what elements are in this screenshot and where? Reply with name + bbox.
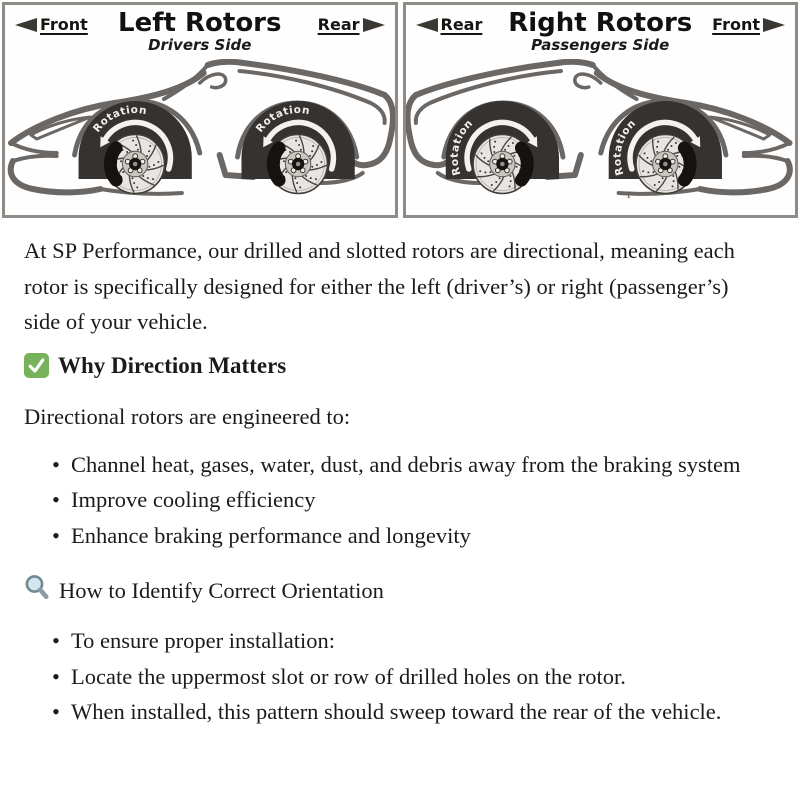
heading-text: How to Identify Correct Orientation bbox=[59, 577, 384, 603]
bullet-marker: • bbox=[52, 487, 60, 512]
left-arrow-icon bbox=[15, 18, 37, 32]
rotation-label: Rotation bbox=[253, 103, 311, 135]
right-arrow-icon bbox=[363, 18, 385, 32]
left-rotors-panel bbox=[2, 2, 398, 218]
bullet-marker: • bbox=[52, 699, 60, 724]
list-item: • When installed, this pattern should sweep toward the rear of the vehicle. bbox=[52, 694, 774, 730]
bullet-marker: • bbox=[52, 663, 60, 689]
magnifier-glyph bbox=[24, 574, 50, 601]
why-direction-matters-heading bbox=[24, 353, 774, 379]
article-body bbox=[0, 233, 800, 730]
direction-text: Front bbox=[40, 15, 88, 34]
rotor-direction-diagram bbox=[0, 0, 800, 218]
list-item: • Locate the uppermost slot or row of drilled holes on the rotor. bbox=[52, 659, 774, 695]
front-direction-label bbox=[15, 15, 88, 34]
bullet-marker: • bbox=[52, 628, 60, 653]
rear-direction-label bbox=[318, 15, 385, 34]
list-item: • Channel heat, gases, water, dust, and debris away from the braking system bbox=[52, 447, 774, 483]
left-car-illustration bbox=[5, 59, 395, 215]
panel-title: Right Rotors bbox=[508, 8, 693, 38]
rear-direction-label bbox=[416, 15, 483, 34]
panel-subtitle: Passengers Side bbox=[531, 36, 670, 54]
rotation-label: Rotation bbox=[611, 117, 638, 177]
right-car-illustration bbox=[406, 59, 796, 215]
front-direction-label bbox=[712, 15, 785, 34]
left-panel-header bbox=[5, 5, 395, 59]
right-arrow-icon bbox=[763, 18, 785, 32]
list-item: • To ensure proper installation: bbox=[52, 623, 774, 659]
rotation-label: Rotation bbox=[90, 103, 149, 135]
list-item: • Enhance braking performance and longevity bbox=[52, 518, 774, 554]
left-arrow-icon bbox=[416, 18, 438, 32]
intro-paragraph: At SP Performance, our drilled and slotted rotors are directional, meaning each rotor is specifically designed for either the left (driver’s) or right (passenger’s) side of your vehicle. bbox=[24, 238, 735, 334]
direction-text: Rear bbox=[317, 15, 360, 34]
list-item: • Improve cooling efficiency bbox=[52, 482, 774, 518]
how-to-identify-heading bbox=[24, 574, 774, 607]
heading-text: Why Direction Matters bbox=[58, 352, 287, 378]
direction-text: Front bbox=[712, 15, 760, 34]
bullet-marker: • bbox=[52, 522, 60, 548]
why-bullet-list bbox=[24, 447, 774, 554]
how-bullet-list bbox=[24, 623, 774, 730]
magnifying-glass-icon bbox=[24, 574, 50, 607]
check-glyph bbox=[27, 356, 46, 375]
engineered-lead: Directional rotors are engineered to: bbox=[24, 403, 351, 429]
check-icon bbox=[24, 353, 49, 378]
panel-subtitle: Drivers Side bbox=[148, 36, 252, 54]
rotation-label: Rotation bbox=[448, 117, 475, 177]
direction-text: Rear bbox=[440, 15, 483, 34]
bullet-marker: • bbox=[52, 451, 60, 477]
right-panel-header bbox=[406, 5, 796, 59]
stray-mark: r bbox=[627, 187, 632, 202]
panel-title: Left Rotors bbox=[118, 8, 282, 38]
right-rotors-panel bbox=[403, 2, 799, 218]
